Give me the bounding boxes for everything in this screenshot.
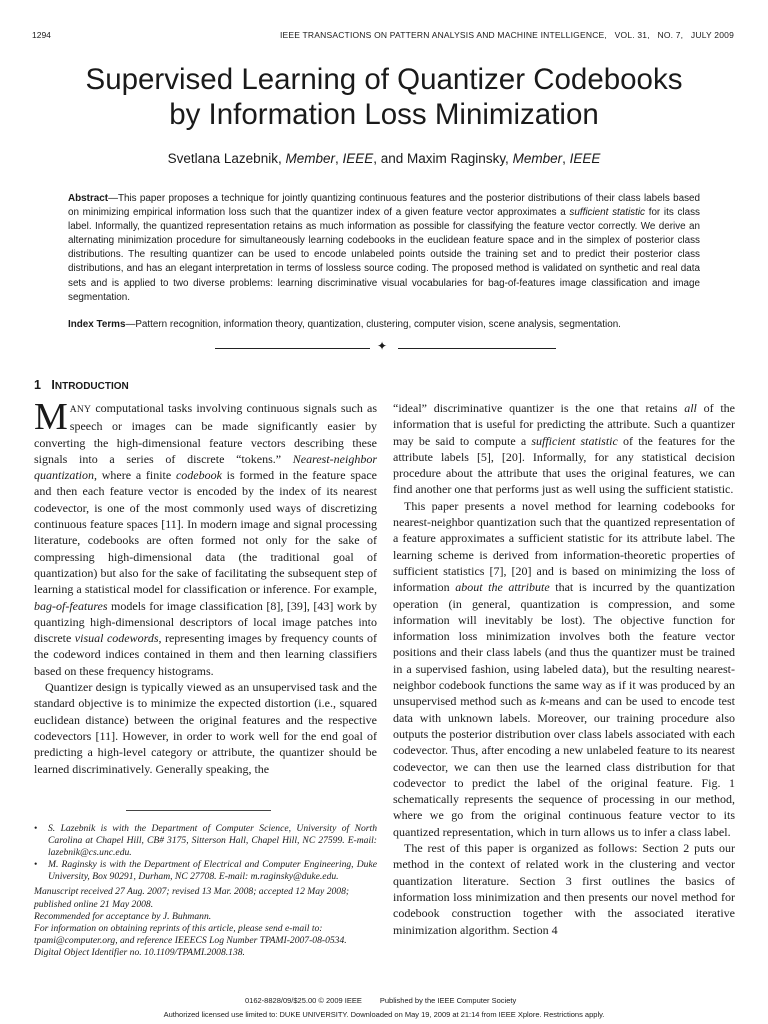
text: models for image classification [8], [39], [43] work by quantizing high-dimensional descriptors of local image patches into discrete [34, 598, 377, 646]
paragraph: The rest of this paper is organized as follows: Section 2 puts our method in the context of related work in the clustering and vector quantization literature. Section 3 first outlines the basics of information loss minimization and then presents our novel method for codebook construction together with the associated iterative minimization algorithm. Section 4 [393, 841, 735, 937]
journal-header: IEEE TRANSACTIONS ON PATTERN ANALYSIS AND MACHINE INTELLIGENCE, VOL. 31, NO. 7, JULY 2009 [279, 30, 734, 40]
author-1-org: IEEE [342, 151, 374, 166]
publisher: Published by the IEEE Computer Society [379, 996, 517, 1005]
text: This paper presents a novel method for learning codebooks for nearest-neighbor quantization such that the quantized representation of a feature approximates a sufficient statistic for its attribute label. The learning scheme is derived from information-theoretic properties of sufficient statistics [7], [20] and is based on minimizing the loss of information [393, 498, 735, 595]
text: is formed in the feature space and then each feature vector is encoded by the index of its nearest codevector, is one of the most commonly used ways of discretizing continuous feature spaces [11]. In modern image and signal processing literature, codebooks are often formed not only for the sake of compressing high-dimensional data (the traditional goal of quantization) but also for the sake of facilitating the subsequent step of learning a statistical model for classification or inference. For example, [34, 468, 377, 597]
author-1-role: Member [285, 151, 335, 166]
footnote-publication-info [34, 886, 377, 959]
index-terms-text: —Pattern recognition, information theory, quantization, clustering, computer vision, scene analysis, segmentation. [125, 319, 621, 330]
license-notice: Authorized licensed use limited to: DUKE UNIVERSITY. Downloaded on May 19, 2009 at 21:14 from IEEE Xplore. Restrictions apply. [163, 1010, 605, 1019]
manuscript-dates: Manuscript received 27 Aug. 2007; revised 13 Mar. 2008; accepted 12 May 2008; published online 21 May 2008. [34, 886, 350, 910]
section-title-rest: NTRODUCTION [54, 381, 129, 392]
footnote-text: M. Raginsky is with the Department of Electrical and Computer Engineering, Duke University, Box 90291, Durham, NC 27708. E-mail: m.raginsky@duke.edu. [48, 859, 377, 883]
drop-cap: M [34, 396, 68, 438]
emphasis: visual codewords [74, 631, 159, 646]
index-terms [68, 318, 708, 332]
text: “ideal” discriminative quantizer is the one that retains [393, 401, 685, 415]
doi: Digital Object Identifier no. 10.1109/TPAMI.2008.138. [34, 946, 245, 958]
text: that is incurred by the quantization operation (in general, quantization is compression, and some information will inevitably be lost). The objective function for information loss minimization involves both the feature vector positions and their class labels (and thus the quantizer must be trained in a supervised fashion, using labeled data), but the resulting nearest-neighbor codebook functions the same way as if it was produced by an unsupervised method such as [393, 580, 735, 709]
bullet-icon: • [34, 823, 38, 834]
section-heading [34, 378, 129, 392]
author-line [0, 151, 768, 166]
text: , where a finite [94, 468, 176, 483]
text: -means and can be used to encode test data with unknown labels. Moreover, our training procedure also outputs the posterior distribution over class labels associated with each codevector. Thus, after encoding a new unlabeled feature to its nearest codevector, we can then use the learned class distribution for that codevector to predict the label of the original feature. Fig. 1 schematically represents the sequence of processing in our method, where we go from the original continuous feature vector to its quantized representation, which in turn allows us to infer a class label. [393, 694, 735, 839]
abstract [68, 192, 700, 305]
footnote-text: S. Lazebnik is with the Department of Computer Science, University of North Carolina at Chapel Hill, CB# 3175, Sitterson Hall, Chapel Hill, NC 27599. E-mail: lazebnik@cs.unc.edu. [48, 823, 377, 859]
footnotes [34, 823, 377, 959]
author-2: , and Maxim Raginsky, [373, 151, 513, 166]
text: computational tasks involving continuous signals such as speech or images can be made significantly easier by converting the high-dimensional feature vectors describing these signals into a series of discrete “tokens.” [34, 401, 377, 466]
footnote-affiliation-1 [34, 823, 377, 859]
paragraph: Quantizer design is typically viewed as an unsupervised task and the standard objective is to minimize the expected distortion (i.e., squared euclidean distance) between the original features and the respective codevectors [11]. However, in order to work well for the end goal of predicting a high-level category or attribute, the quantizer should be learned discriminatively. Generally speaking, the [34, 680, 377, 776]
emphasis: Nearest-neighbor quantization [34, 451, 377, 483]
bullet-icon: • [34, 859, 38, 871]
text: of the features for the attribute labels [5], [20]. Informally, for any statistical decision procedure about the attribute that uses the original features, we can find another one that performs just as well using the sufficient statistic. [393, 433, 736, 497]
author-1: Svetlana Lazebnik, [167, 151, 286, 166]
emphasis: bag-of-features [34, 598, 108, 613]
author-2-role: Member [512, 151, 563, 166]
section-number: 1 [34, 378, 41, 392]
recommended-by: Recommended for acceptance by J. Buhmann. [34, 910, 212, 922]
emphasis: k [540, 694, 546, 709]
emphasis: codebook [175, 468, 222, 483]
emphasis: all [684, 401, 697, 415]
paragraph [393, 498, 735, 840]
text: of the information that is useful for predicting the attribute. Such a quantizer may be said to compute a [393, 401, 736, 448]
copyright-footer [245, 996, 534, 1005]
paragraph [34, 396, 377, 679]
footnote-affiliation-2 [34, 859, 377, 883]
index-terms-label: Index Terms [68, 319, 126, 330]
separator: , [562, 151, 570, 166]
copyright-code: 0162-8828/09/$25.00 © 2009 IEEE [245, 996, 362, 1005]
abstract-label: Abstract [68, 193, 109, 204]
text: , representing images by frequency counts of the codeword indices contained in them and then learning classifiers based on these frequency histograms. [34, 631, 377, 678]
footnote-rule [126, 810, 271, 811]
left-column [34, 396, 377, 777]
small-caps: ANY [69, 404, 92, 415]
emphasis: about the attribute [455, 580, 550, 595]
abstract-text: for its class label. Informally, the quantized representation retains as much information as possible for classifying the feature vector correctly. We derive an alternating minimization procedure for simultaneously learning codebooks in the euclidean feature space and in the simplex of posterior class distributions. The resulting quantizer can be used to encode unlabeled points outside the training set and to predict their posterior class distributions, and has an elegant interpretation in terms of lossless source coding. The proposed method is validated on synthetic and real data sets and is applied to two diverse problems: learning discriminative visual vocabularies for bag-of-features image classification and image segmentation. [68, 207, 700, 303]
right-column [393, 400, 735, 938]
author-2-org: IEEE [569, 151, 601, 166]
divider-line-left [215, 348, 370, 349]
emphasis: sufficient statistic [531, 433, 618, 448]
divider-line-right [398, 348, 556, 349]
abstract-emphasis: sufficient statistic [569, 207, 645, 219]
divider-ornament-icon: ✦ [377, 339, 388, 353]
title-line-2: by Information Loss Minimization [169, 98, 599, 131]
title-line-1: Supervised Learning of Quantizer Codebooks [85, 63, 683, 96]
paper-title [20, 62, 748, 132]
separator: , [334, 151, 343, 166]
abstract-text: —This paper proposes a technique for jointly quantizing continuous features and the posterior distributions of their class labels based on minimizing empirical information loss such that the quantizer index of a given feature vector approximates a [68, 193, 700, 219]
section-title-initial: I [51, 378, 55, 392]
paragraph [393, 400, 735, 498]
reprints-info: For information on obtaining reprints of this article, please send e-mail to: tpami@computer.org, and reference IEEECS Log Number TPAMI-2007-08-0534. [34, 922, 347, 946]
page-number: 1294 [32, 30, 51, 40]
